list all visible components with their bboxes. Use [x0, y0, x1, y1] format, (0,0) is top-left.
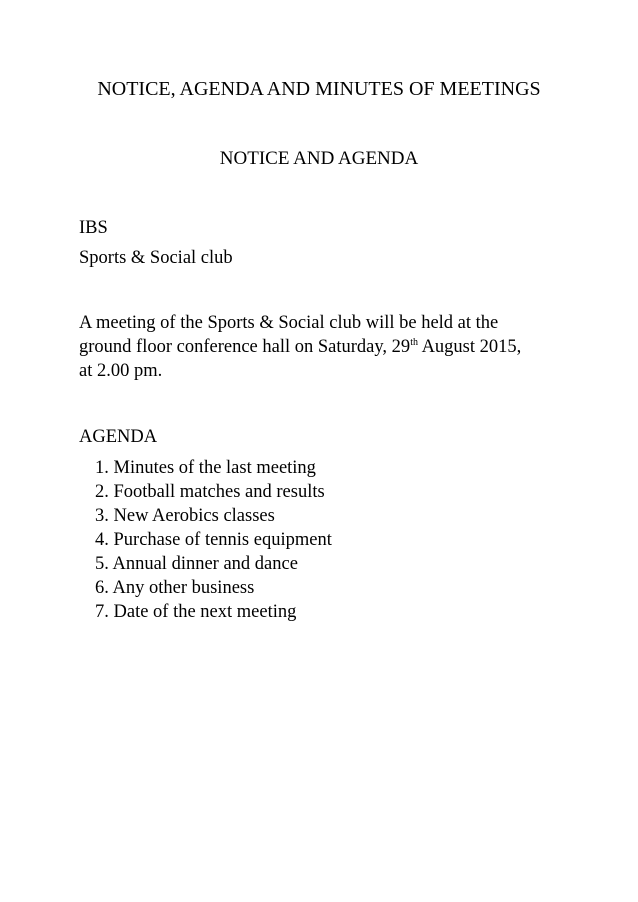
notice-line-3: at 2.00 pm.	[79, 361, 163, 381]
agenda-item	[95, 528, 332, 552]
agenda-item-text: Football matches and results	[113, 482, 325, 502]
section-title: NOTICE AND AGENDA	[219, 148, 419, 169]
meeting-notice	[79, 311, 579, 383]
agenda-item-text: Date of the next meeting	[113, 602, 297, 622]
agenda-item-text: Annual dinner and dance	[112, 554, 298, 574]
notice-line-2-suffix: August 2015,	[417, 337, 522, 357]
agenda-item-text: New Aerobics classes	[113, 506, 275, 526]
agenda-list	[95, 456, 332, 624]
agenda-item-number: 5.	[95, 554, 109, 574]
agenda-item-number: 1.	[95, 458, 109, 478]
agenda-item-number: 7.	[95, 602, 109, 622]
notice-line-1: A meeting of the Sports & Social club will be held at the	[79, 313, 499, 333]
agenda-heading: AGENDA	[79, 427, 158, 447]
agenda-item	[95, 552, 332, 576]
agenda-item-text: Purchase of tennis equipment	[113, 530, 332, 550]
agenda-item-number: 4.	[95, 530, 109, 550]
agenda-item-number: 3.	[95, 506, 109, 526]
notice-line-2-prefix: ground floor conference hall on Saturday, 29	[79, 337, 411, 357]
agenda-item-text: Any other business	[112, 578, 255, 598]
agenda-item-number: 2.	[95, 482, 109, 502]
agenda-item	[95, 504, 332, 528]
agenda-item	[95, 600, 332, 624]
organization-name: IBS	[79, 218, 108, 238]
agenda-item	[95, 480, 332, 504]
agenda-item	[95, 576, 332, 600]
agenda-item	[95, 456, 332, 480]
document-title: NOTICE, AGENDA AND MINUTES OF MEETINGS	[97, 78, 541, 100]
club-name: Sports & Social club	[79, 248, 233, 268]
agenda-item-text: Minutes of the last meeting	[113, 458, 316, 478]
date-ordinal-suffix: th	[410, 336, 418, 348]
agenda-item-number: 6.	[95, 578, 109, 598]
notice-line-2	[79, 335, 579, 359]
